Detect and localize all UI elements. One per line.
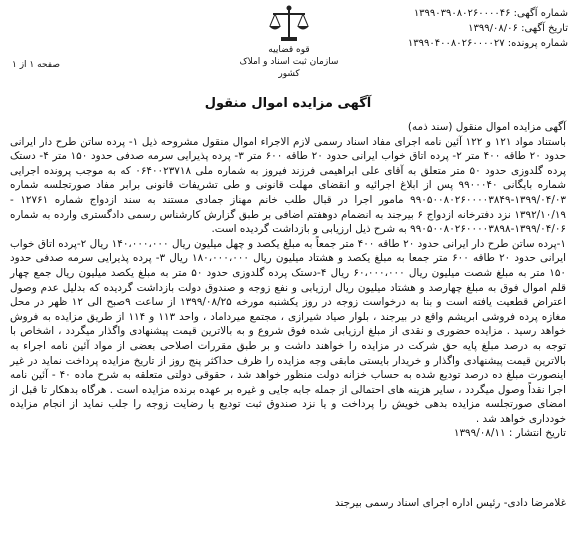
notice-meta [408,6,568,51]
publish-date: تاریخ انتشار : ۱۳۹۹/۰۸/۱۱ [453,427,566,440]
judiciary-logo [236,4,342,79]
ad-number: شماره آگهی: ۱۳۹۹۰۳۹۰۸۰۲۶۰۰۰۰۴۶ [413,8,568,19]
signature-line: غلامرضا دادی- رئیس اداره اجرای اسناد رسمی بیرجند [335,497,566,509]
org-line-judiciary: قوه قضاییه [268,45,310,55]
notice-paragraph: باستناد مواد ۱۲۱ و ۱۲۲ آئین نامه اجرای مفاد اسناد رسمی لازم الاجراء اموال منقول مشروحه ذیل ۱- پرده ساتن طرح دار ایرانی حدود ۲۰ طاقه ۴۰۰ متر ۲- پرده اتاق خواب ایرانی حدود ۲۰ طاقه ۶۰۰ متر ۳- پرده پذیرایی سرمه صدفی حدود ۱۵۰ متر ۴- دستک پرده گلدوزی حدود ۵۰ متر متعلق به آقای علی ابراهیمی فرزند فیروز به شماره ملی ۰۶۴۰۰۲۳۷۱۸ که به موجب پرونده اجرایی شماره بایگانی ۹۹۰۰۰۴۰ پس از ابلاغ اجرائیه و انقضای مهلت قانونی و طی تشریفات قانونی برابر مفاد صورتجلسه شماره ۱۳۹۹/۰۴/۰۳-۹۹۰۵۰۰۸۰۲۶۰۰۰۰۳۸۴۹ مامور اجرا در قبال طلب خانم مهناز جمادی مستند به سند ازدواج شماره ۱۲۷۶۱ - ۱۳۹۲/۱۰/۱۹ نزد دفترخانه ازدواج ۶ بیرجند به انضمام دوهفتم اضافی بر طبق گزارش کارشناس رسمی دادگستری وارده به شماره ۱۳۹۹/۰۴/۰۶-۹۹۰۵۰۰۸۰۲۶۰۰۰۰۳۸۹۸ به شرح ذیل ارزیابی و بازداشت گردیده است. [10,135,567,236]
notice-title: آگهی مزایده اموال منقول [204,96,372,111]
org-line-registry: سازمان ثبت اسناد و املاک کشور [239,57,339,79]
notice-body [10,120,566,441]
ad-date: تاریخ آگهی: ۱۳۹۹/۰۸/۰۶ [468,23,568,34]
page-number: صفحه ۱ از ۱ [12,60,60,70]
scales-of-justice-icon [267,4,311,44]
case-number: شماره پرونده: ۱۳۹۹۰۴۰۰۸۰۲۶۰۰۰۰۲۷ [407,38,568,49]
notice-subtitle: آگهی مزایده اموال منقول (سند ذمه) [407,121,566,133]
notice-paragraph: ۱-پرده ساتن طرح دار ایرانی حدود ۲۰ طاقه ۴۰۰ متر جمعاً به مبلغ یکصد و چهل میلیون ریال ۱۴۰،۰۰۰،۰۰۰ ریال ۲-پرده اتاق خواب ایرانی حدود ۲۰ طاقه ۶۰۰ متر جمعا به مبلغ یکصد و هشتاد میلیون ریال ۱۸۰،۰۰۰،۰۰۰ ریال ۳- پرده پذیرایی سرمه صدفی حدود ۱۵۰ متر به مبلغ شصت میلیون ریال ۶۰،۰۰۰،۰۰۰ ریال ۴-دستک پرده گلدوزی حدود ۵۰ متر به مبلغ یکصد میلیون ریال جمع چهار قلم اموال فوق به مبلغ چهارصد و هشتاد میلیون ریال ارزیابی و نفع زوجه و صندوق دولت بازداشت گردیده که بدلیل عدم وصول اعتراض قطعیت یافته است و بنا به درخواست زوجه در روز یکشنبه مورخه ۱۳۹۹/۰۸/۲۵ از ساعت ۹صبح الی ۱۲ ظهر در محل مغازه پرده فروشی ابریشم واقع در بیرجند ، بلوار صیاد شیرازی ، مجتمع میرداماد ، واحد ۱۱۳ و ۱۱۴ از طریق مزایده به فروش خواهد رسید . مزایده حضوری و نقدی از مبلغ ارزیابی شده فوق شروع و به بالاترین قیمت پیشنهادی واگذار میگردد ، اشخاص با توجه به درصد مبلغ پایه حق شرکت در مزایده را خواهند داشت و بر طبق مقررات اصلاحی بعضی از مواد آئین نامه اجراء به بالاترین قیمت پیشنهادی واگذار و خریدار بایستی مابقی وجه مزایده را ظرف حداکثر پنج روز از تاریخ مزایده پرداخت نماید در غیر اینصورت مبلغ ده درصد تودیع شده به حساب خزانه دولت منظور خواهد شد ، حقوقی دولتی متعلقه به شرح ماده ۴۰ - آئین نامه اجرا نقداً وصول میگردد ، سایر هزینه های احتمالی از جمله جابه جایی و غیره بر عهده برنده مزایده است . هرگاه بدهکار تا قبل از امضای صورتجلسه مزایده بدهی خویش را پرداخت و یا نزد صندوق ثبت تودیع یا رضایت زوجه را جلب نماید از انجام مزایده خودداری خواهد شد . [10,237,567,425]
